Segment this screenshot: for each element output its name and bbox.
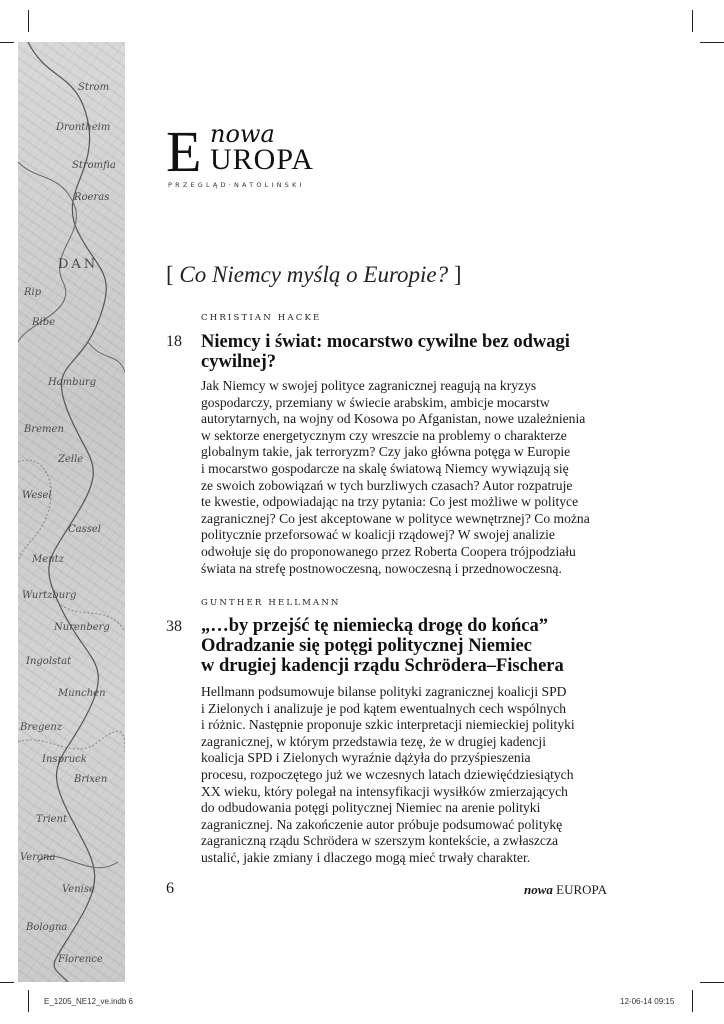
section-title-text: Co Niemcy myślą o Europie? bbox=[179, 262, 449, 287]
crop-mark bbox=[700, 42, 724, 43]
crop-mark bbox=[692, 990, 693, 1012]
map-label: Drontheim bbox=[56, 122, 111, 133]
abstract-line: Jak Niemcy w swojej polityce zagranicznej reagują na kryzys bbox=[201, 378, 537, 393]
map-label: Brixen bbox=[74, 774, 108, 785]
article-author: CHRISTIAN HACKE bbox=[201, 313, 322, 323]
journal-logo bbox=[166, 120, 346, 192]
map-label: Wurtzburg bbox=[22, 590, 77, 601]
abstract-line: świata na strefę postnowoczesną, nowoczesną i przednowoczesną. bbox=[201, 560, 562, 576]
abstract-line: koalicja SPD i Zielonych wyraźnie dążyła do przyśpieszenia bbox=[201, 750, 531, 766]
abstract-line: odwołuje się do proponowanego przez Roberta Coopera trójpodziału bbox=[201, 543, 576, 559]
map-label: Ribe bbox=[32, 317, 56, 328]
article-title-line: Odradzanie się potęgi politycznej Niemiec bbox=[201, 636, 532, 656]
map-label: Venise bbox=[62, 884, 95, 895]
map-coastlines-icon bbox=[18, 42, 125, 982]
logo-nowa: nowa bbox=[210, 120, 275, 148]
article-title-line: w drugiej kadencji rządu Schrödera–Fischera bbox=[201, 656, 564, 676]
logo-initial: E bbox=[166, 119, 202, 184]
abstract-line: zagraniczną rządu Schrödera w szerszym kontekście, a zwłaszcza bbox=[201, 833, 559, 849]
abstract-line: ustalić, jakie zmiany i dlaczego mogą mieć trwały charakter. bbox=[201, 849, 531, 865]
abstract-line: i mocarstwo gospodarcze na skalę światową Niemcy wywiązują się bbox=[201, 460, 569, 476]
section-title bbox=[166, 262, 462, 288]
abstract-line: XX wieku, który polegał na intensyfikacji wysiłków zmierzających bbox=[201, 783, 568, 799]
bracket-open: [ bbox=[166, 262, 180, 287]
abstract-line: autorytarnych, na wojny od Kosowa po Afganistan, nowe uzależnienia bbox=[201, 411, 586, 427]
map-label: Bremen bbox=[24, 424, 64, 435]
abstract-line: w sektorze energetycznym czy wreszcie na problemy o charakterze bbox=[201, 427, 567, 443]
abstract-line: zagranicznej, w którym przedstawia tezę, że w drugiej kadencji bbox=[201, 733, 546, 749]
map-label: Roeras bbox=[74, 192, 110, 203]
print-slug-file: E_1205_NE12_ve.indb 6 bbox=[44, 997, 133, 1006]
map-label: Nurenberg bbox=[54, 622, 110, 633]
map-label: Bologna bbox=[26, 922, 68, 933]
print-slug-date: 12-06-14 09:15 bbox=[620, 997, 675, 1006]
footer-logo bbox=[524, 882, 607, 898]
article-author: GUNTHER HELLMANN bbox=[201, 598, 341, 608]
map-label: Munchen bbox=[58, 688, 106, 699]
abstract-line: politycznie przeforsować w koalicji rządowej? W swojej analizie bbox=[201, 527, 555, 543]
footer-logo-europa: EUROPA bbox=[556, 882, 607, 897]
abstract-line: i Zielonych i analizuje je pod kątem ewentualnych cech wspólnych bbox=[201, 700, 567, 716]
map-label: Rip bbox=[24, 287, 42, 298]
abstract-line: do odbudowania potęgi politycznej Niemiec na arenie polityki bbox=[201, 800, 541, 816]
crop-mark bbox=[28, 10, 29, 32]
map-label: Verona bbox=[20, 852, 56, 863]
abstract-line: globalnym takie, jak terroryzm? Czy jako główna potęga w Europie bbox=[201, 444, 571, 460]
bracket-close: ] bbox=[448, 262, 462, 287]
map-label: Stromfia bbox=[72, 160, 116, 171]
article-page-number: 38 bbox=[166, 618, 182, 635]
article-page-number: 18 bbox=[166, 333, 182, 350]
abstract-line: Hellmann podsumowuje bilanse polityki zagranicznej koalicji SPD bbox=[201, 684, 567, 699]
article-title[interactable] bbox=[201, 616, 601, 676]
crop-mark bbox=[0, 42, 14, 43]
logo-uropa: UROPA bbox=[210, 143, 314, 176]
map-label: Florence bbox=[58, 954, 103, 965]
map-label: DAN bbox=[58, 257, 99, 272]
article-title-line: cywilnej? bbox=[201, 352, 277, 372]
abstract-line: zagranicznej? Co jest akceptowane w polityce wewnętrznej? Co można bbox=[201, 510, 590, 526]
abstract-line: procesu, rozpoczętego już we wczesnych latach dziewięćdziesiątych bbox=[201, 766, 574, 782]
map-label: Mentz bbox=[32, 554, 64, 565]
abstract-line: i różnic. Następnie proponuje szkic interpretacji niemieckiej polityki bbox=[201, 717, 575, 733]
map-label: Strom bbox=[78, 82, 110, 93]
map-label: Trient bbox=[36, 814, 68, 825]
article-title[interactable] bbox=[201, 332, 581, 372]
article-title-line: „…by przejść tę niemiecką drogę do końca” bbox=[201, 616, 549, 636]
abstract-line: te kwestie, odpowiadając na trzy pytania: Co jest możliwe w polityce bbox=[201, 494, 579, 510]
abstract-line: zagranicznej. Na zakończenie autor próbuje podsumować politykę bbox=[201, 816, 563, 832]
article-abstract bbox=[201, 684, 601, 867]
map-label: Cassel bbox=[68, 524, 101, 535]
abstract-line: gospodarczy, przemiany w świecie arabskim, ambicje mocarstw bbox=[201, 394, 550, 410]
page-number: 6 bbox=[166, 880, 174, 897]
map-label: Wesel bbox=[22, 490, 52, 501]
crop-mark bbox=[0, 982, 14, 983]
crop-mark bbox=[692, 10, 693, 32]
footer-logo-nowa: nowa bbox=[524, 882, 553, 897]
crop-mark bbox=[700, 982, 724, 983]
article-title-line: Niemcy i świat: mocarstwo cywilne bez odwagi bbox=[201, 332, 570, 352]
article-abstract bbox=[201, 378, 601, 577]
map-label: Bregenz bbox=[20, 722, 63, 733]
map-label: Ingolstat bbox=[26, 656, 72, 667]
map-label: Inspruck bbox=[42, 754, 87, 765]
map-label: Hamburg bbox=[48, 377, 97, 388]
map-illustration bbox=[18, 42, 125, 982]
crop-mark bbox=[28, 990, 29, 1012]
logo-subtitle: PRZEGLĄD·NATOLIŃSKI bbox=[168, 181, 305, 189]
abstract-line: ze swoich zobowiązań w tych burzliwych czasach? Autor rozpatruje bbox=[201, 477, 573, 493]
map-label: Zelle bbox=[58, 454, 84, 465]
